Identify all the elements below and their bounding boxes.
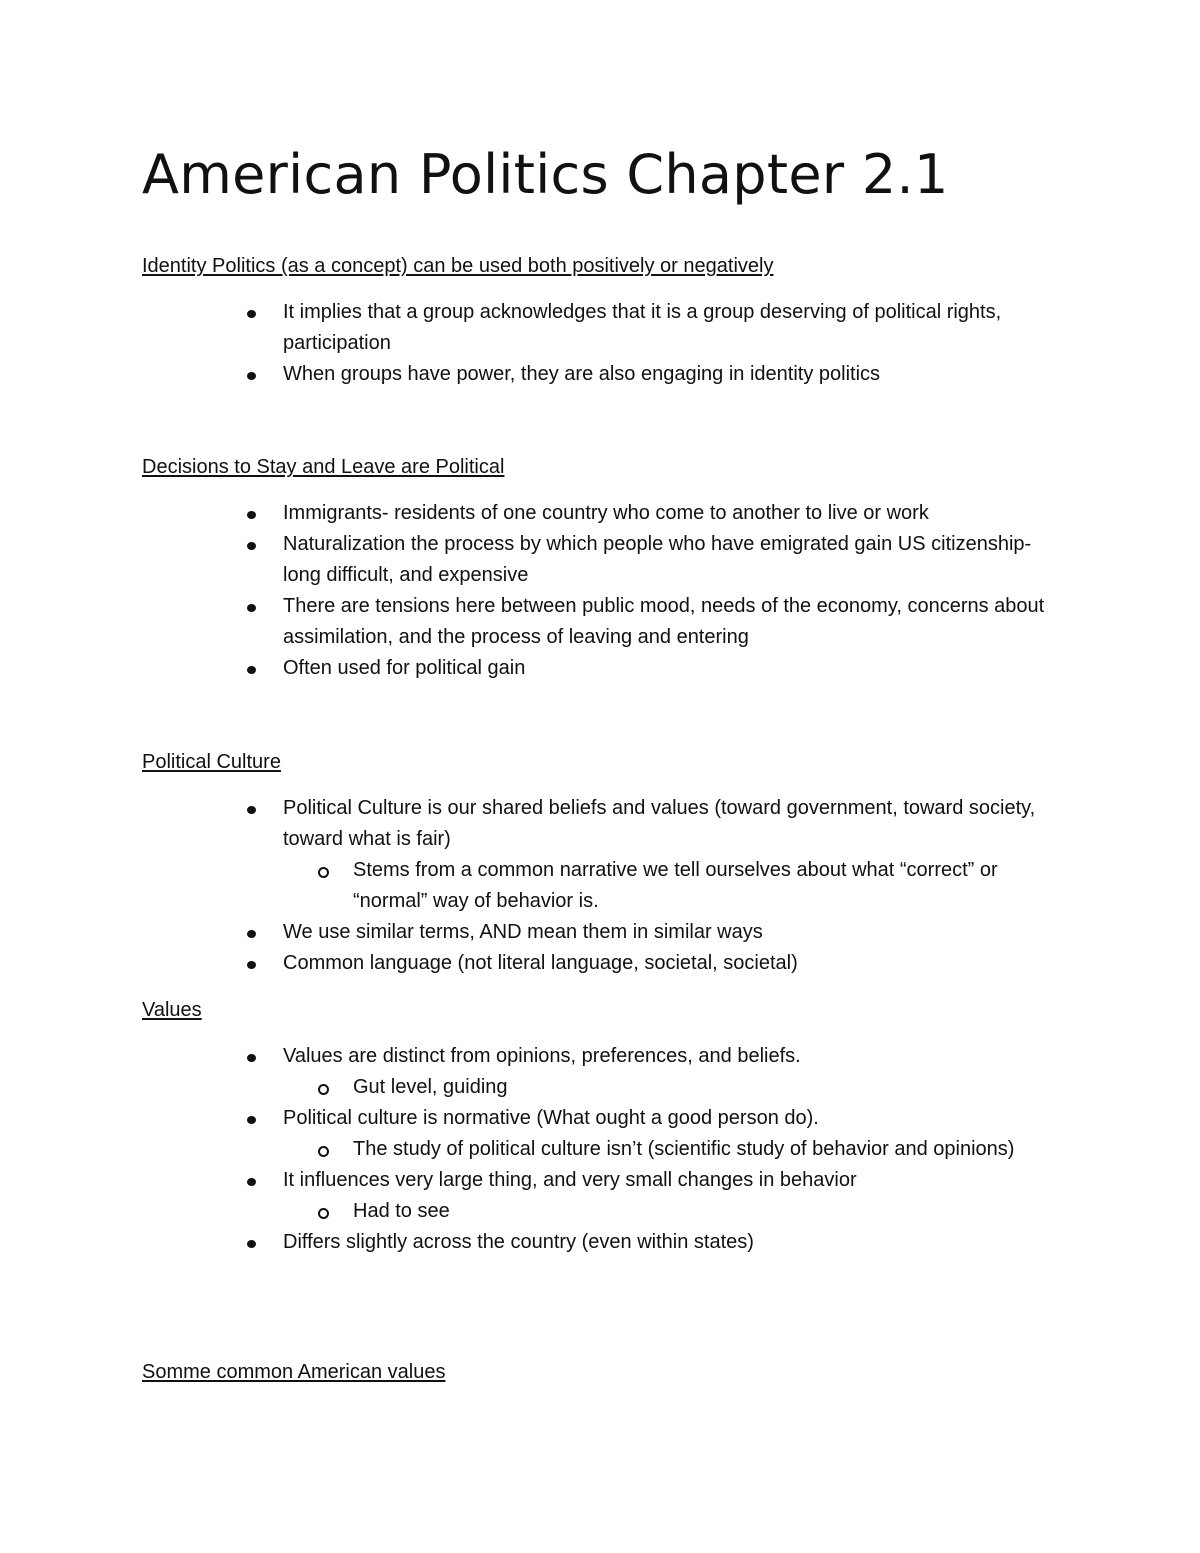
bullet-icon: [247, 511, 256, 519]
list-item: [0, 591, 1073, 653]
political-culture-list: [0, 793, 1200, 979]
list-item-text: We use similar terms, AND mean them in similar ways: [283, 921, 763, 943]
list-item-text: Common language (not literal language, societal, societal): [283, 952, 798, 974]
list-item-text: It influences very large thing, and very small changes in behavior: [283, 1169, 857, 1191]
list-item: [0, 1041, 1073, 1072]
values-list: [0, 1041, 1200, 1258]
list-item: [0, 1103, 1073, 1134]
list-item: [0, 359, 1073, 390]
list-item-text: Gut level, guiding: [353, 1076, 508, 1098]
list-item-text: When groups have power, they are also engaging in identity politics: [283, 363, 881, 385]
bullet-icon: [247, 1240, 256, 1248]
list-item-text: Stems from a common narrative we tell ourselves about what “correct” or “normal” way of behavior is.: [353, 859, 998, 912]
list-item-text: Political culture is normative (What ought a good person do).: [283, 1107, 819, 1129]
bullet-icon: [247, 1178, 256, 1186]
list-item-text: The study of political culture isn’t (scientific study of behavior and opinions): [353, 1138, 1015, 1160]
bullet-icon: [247, 604, 256, 612]
bullet-icon: [247, 1116, 256, 1124]
section-heading-values: Values: [142, 999, 202, 1021]
section-heading-common-values: Somme common American values: [142, 1361, 446, 1383]
list-item-text: Naturalization the process by which people who have emigrated gain US citizenship- long difficult, and expensive: [283, 533, 1032, 586]
list-item: [0, 948, 1073, 979]
document-title: American Politics Chapter 2.1: [142, 143, 949, 206]
list-item-text: Differs slightly across the country (even within states): [283, 1231, 754, 1253]
list-item-text: Often used for political gain: [283, 657, 526, 679]
list-item-text: Immigrants- residents of one country who come to another to live or work: [283, 502, 929, 524]
list-item-text: Had to see: [353, 1200, 450, 1222]
bullet-icon: [247, 1054, 256, 1062]
section-heading-political-culture: Political Culture: [142, 751, 281, 773]
bullet-icon: [247, 806, 256, 814]
list-item-text: It implies that a group acknowledges that it is a group deserving of political rights, participation: [283, 301, 1002, 354]
list-item-text: Political Culture is our shared beliefs and values (toward government, toward society, toward what is fair): [283, 797, 1036, 850]
section-heading-identity-politics: Identity Politics (as a concept) can be used both positively or negatively: [142, 255, 774, 277]
decisions-list: [0, 498, 1200, 684]
list-item: [0, 793, 1073, 855]
bullet-icon: [247, 666, 256, 674]
sub-list-item: [0, 1134, 1073, 1165]
list-item: [0, 917, 1073, 948]
list-item: [0, 1165, 1073, 1196]
bullet-icon: [247, 930, 256, 938]
section-heading-decisions: Decisions to Stay and Leave are Political: [142, 456, 505, 478]
list-item-text: There are tensions here between public mood, needs of the economy, concerns about assimilation, and the process of leaving and entering: [283, 595, 1045, 648]
list-item: [0, 297, 1073, 359]
bullet-icon: [247, 542, 256, 550]
list-item-text: Values are distinct from opinions, preferences, and beliefs.: [283, 1045, 801, 1067]
list-item: [0, 653, 1073, 684]
sub-list-item: [0, 1196, 1073, 1227]
bullet-icon: [247, 961, 256, 969]
list-item: [0, 498, 1073, 529]
list-item: [0, 529, 1073, 591]
hollow-bullet-icon: [318, 1208, 329, 1219]
sub-list-item: [0, 855, 1073, 917]
hollow-bullet-icon: [318, 867, 329, 878]
bullet-icon: [247, 310, 256, 318]
hollow-bullet-icon: [318, 1084, 329, 1095]
list-item: [0, 1227, 1073, 1258]
bullet-icon: [247, 372, 256, 380]
identity-politics-list: [0, 297, 1200, 390]
sub-list-item: [0, 1072, 1073, 1103]
hollow-bullet-icon: [318, 1146, 329, 1157]
